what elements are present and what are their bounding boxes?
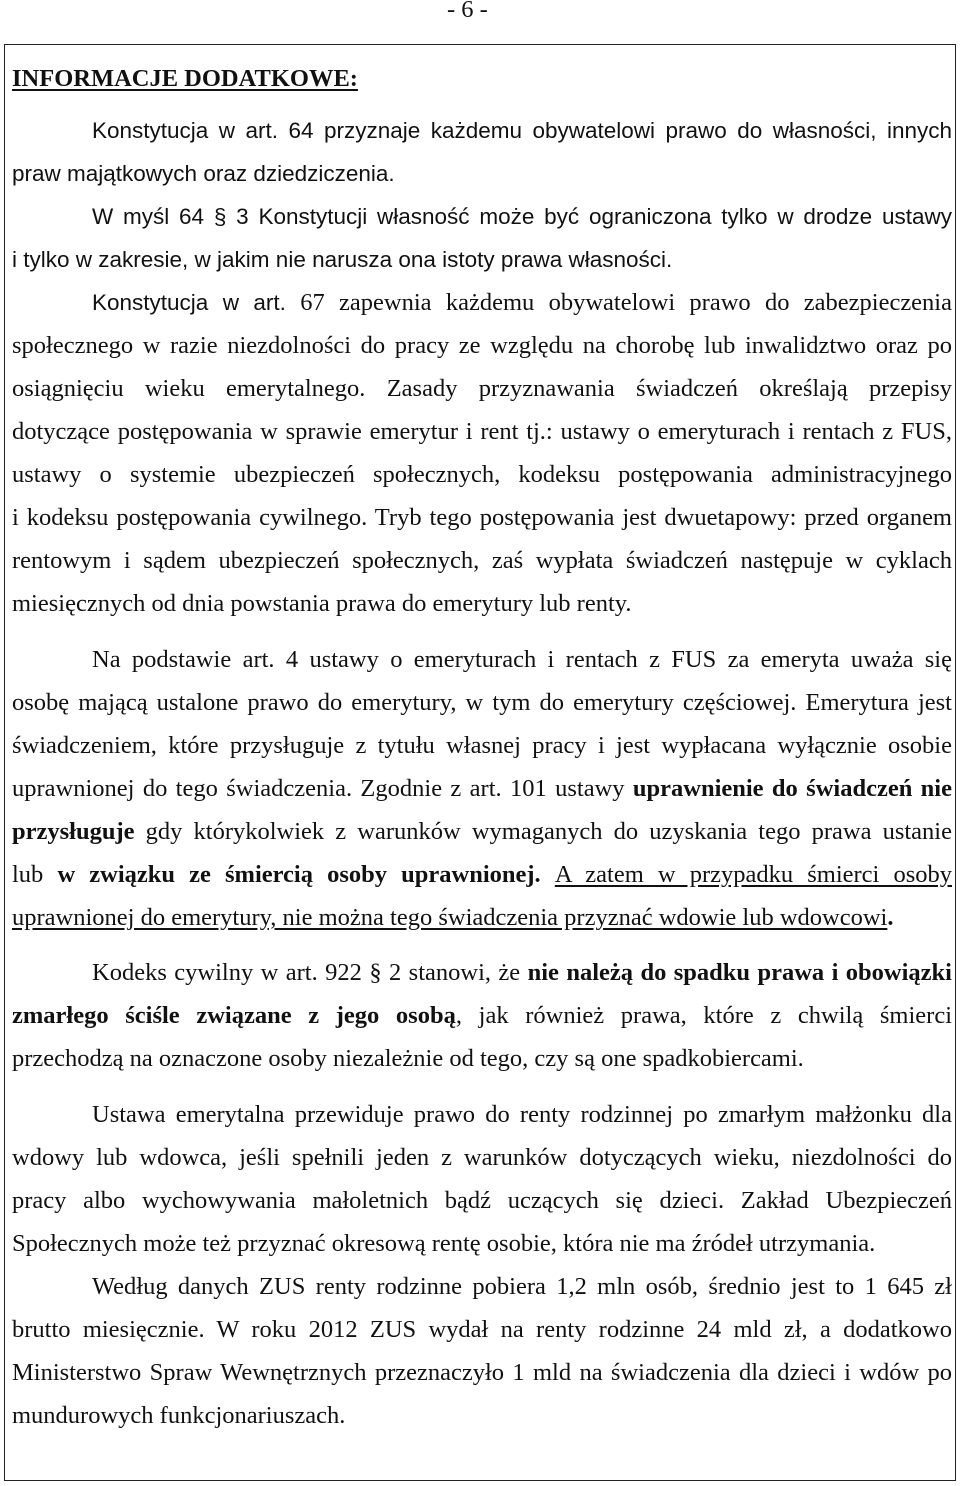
text-line: mundurowych funkcjonariuszach. [12,1402,346,1429]
paragraph [12,109,952,195]
text-line: brutto miesięcznie. W roku 2012 ZUS wydał na renty rodzinne 24 mld zł, a dodatkowo [12,1316,952,1343]
paragraph [12,1265,952,1437]
text-line [12,896,952,939]
text-line: przechodzą na oznaczone osoby niezależnie od tego, czy są one spadkobiercami. [12,1045,804,1072]
text-run: uprawnionej do tego świadczenia. Zgodnie z art. 101 ustawy [12,775,633,802]
paragraph [12,951,952,1080]
bold-text: nie należą do spadku prawa i obowiązki [527,959,952,986]
bold-text: . [887,904,894,931]
text-run: , jak również prawa, które z chwilą śmierci [455,1002,952,1029]
section-heading: INFORMACJE DODATKOWE: [12,65,358,92]
text-line: osobę mającą ustalone prawo do emerytury, w tym do emerytury częściowej. Emerytura jest [12,689,952,716]
text-line [12,810,952,853]
document-frame [4,44,956,1481]
page-number: - 6 - [447,0,488,23]
text-line [12,853,952,896]
text-line: Według danych ZUS renty rodzinne pobiera 1,2 mln osób, średnio jest to 1 645 zł [92,1273,952,1300]
text-line: świadczeniem, które przysługuje z tytułu własnej pracy i jest wypłacana wyłącznie osobie [12,732,952,759]
text-line [12,281,952,324]
paragraph [12,638,952,939]
text-line: Na podstawie art. 4 ustawy o emeryturach i rentach z FUS za emeryta uważa się [92,646,952,673]
text-run: Konstytucja w art. [92,290,286,315]
underlined-text: A zatem w przypadku śmierci osoby [554,861,953,888]
text-line: i tylko w zakresie, w jakim nie narusza ona istoty prawa własności. [12,247,673,272]
text-line: praw majątkowych oraz dziedziczenia. [12,161,395,186]
underlined-text: uprawnionej do emerytury, nie można tego świadczenia przyznać wdowie lub wdowcowi [12,904,888,931]
text-run: Kodeks cywilny w art. 922 § 2 stanowi, że [92,959,528,986]
text-line: ustawy o systemie ubezpieczeń społecznych, kodeksu postępowania administracyjnego [12,461,952,488]
bold-text: zmarłego ściśle związane z jego osobą [12,1002,456,1029]
text-line: Konstytucja w art. 64 przyznaje każdemu obywatelowi prawo do własności, innych [92,118,952,143]
text-line [12,767,952,810]
text-line: społecznego w razie niezdolności do pracy ze względu na chorobę lub inwalidztwo oraz po [12,332,952,359]
text-line: rentowym i sądem ubezpieczeń społecznych, zaś wypłata świadczeń następuje w cyklach [12,547,952,574]
text-line: miesięcznych od dnia powstania prawa do emerytury lub renty. [12,590,632,617]
text-line: Ministerstwo Spraw Wewnętrznych przeznaczyło 1 mld na świadczenia dla dzieci i wdów po [12,1359,952,1386]
text-line: wdowy lub wdowca, jeśli spełnili jeden z warunków dotyczących wieku, niezdolności do [12,1144,952,1171]
bold-text: w związku ze śmiercią osoby uprawnionej. [57,861,555,888]
text-line: dotyczące postępowania w sprawie emerytur i rent tj.: ustawy o emeryturach i rentach z FUS, [12,418,952,445]
text-line: Ustawa emerytalna przewiduje prawo do renty rodzinnej po zmarłym małżonku dla [92,1101,952,1128]
text-line [12,994,952,1037]
text-line: osiągnięciu wieku emerytalnego. Zasady przyznawania świadczeń określają przepisy [12,375,952,402]
paragraph [12,281,952,625]
bold-text: przysługuje [12,818,135,845]
text-run: lub [12,861,58,888]
paragraph [12,195,952,281]
text-run: gdy którykolwiek z warunków wymaganych do uzyskania tego prawa ustanie [134,818,952,845]
text-run: 67 zapewnia każdemu obywatelowi prawo do zabezpieczenia [285,289,952,316]
paragraph [12,1093,952,1265]
text-line [12,951,952,994]
bold-text: uprawnienie do świadczeń nie [632,775,952,802]
text-line: i kodeksu postępowania cywilnego. Tryb tego postępowania jest dwuetapowy: przed organem [12,504,952,531]
text-line: W myśl 64 § 3 Konstytucji własność może być ograniczona tylko w drodze ustawy [92,204,952,229]
text-line: pracy albo wychowywania małoletnich bądź uczących się dzieci. Zakład Ubezpieczeń [12,1187,952,1214]
text-line: Społecznych może też przyznać okresową rentę osobie, która nie ma źródeł utrzymania. [12,1230,876,1257]
